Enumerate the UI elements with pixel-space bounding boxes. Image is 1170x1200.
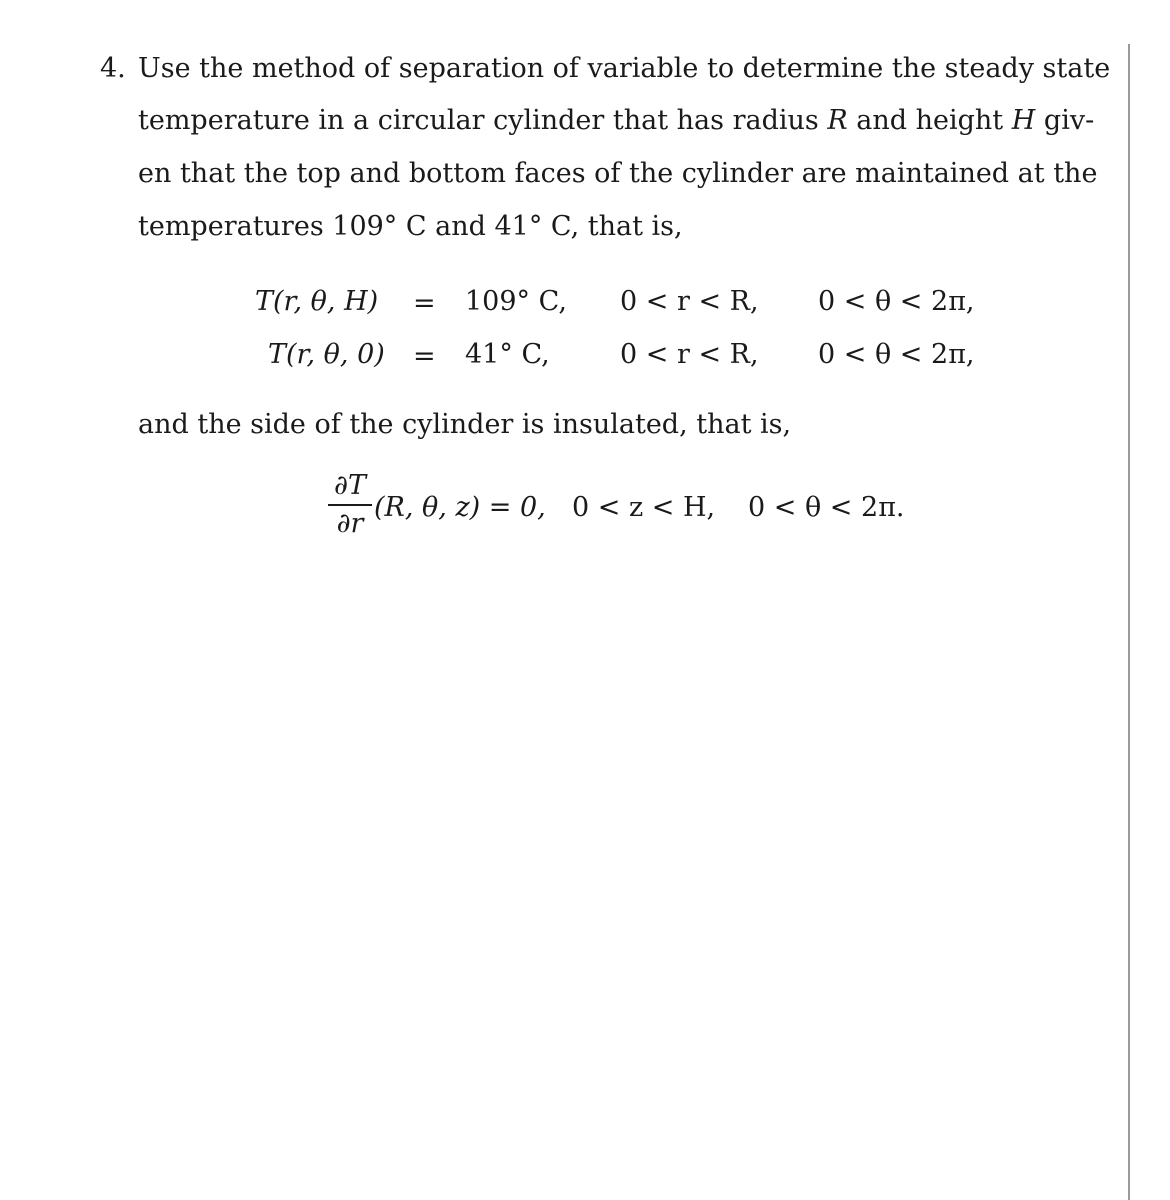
problem-text-line-3: en that the top and bottom faces of the cylinder are maintained at the — [138, 158, 1098, 189]
eq-top-lhs: T(r, θ, H) — [255, 286, 379, 317]
eq-bottom-equals: = — [413, 341, 436, 372]
eq-top-r-range: 0 < r < R, — [620, 286, 759, 317]
fraction-numerator: ∂T — [334, 470, 366, 501]
eq-bottom-lhs: T(r, θ, 0) — [268, 339, 385, 370]
partial-derivative-fraction — [328, 472, 372, 537]
eq-bottom-r-range: 0 < r < R, — [620, 339, 759, 370]
eq-top-theta-range: 0 < θ < 2π, — [818, 286, 975, 317]
height-symbol: H — [1011, 105, 1036, 136]
problem-text-line-1: Use the method of separation of variable to determine the steady state — [138, 53, 1111, 84]
line-2-text-b: and height — [856, 105, 1004, 136]
eq-side-z-range: 0 < z < H, — [572, 492, 716, 523]
eq-top-value: 109° C, — [465, 286, 567, 317]
fraction-bar — [328, 504, 372, 506]
problem-text-line-2 — [138, 105, 1095, 136]
eq-bottom-value: 41° C, — [465, 339, 550, 370]
radius-symbol: R — [827, 105, 848, 136]
eq-side-theta-range: 0 < θ < 2π. — [748, 492, 905, 523]
page-margin-rule — [1128, 44, 1130, 1200]
eq-bottom-theta-range: 0 < θ < 2π, — [818, 339, 975, 370]
line-2-text-c: giv- — [1043, 105, 1095, 136]
problem-text-line-4: temperatures 109° C and 41° C, that is, — [138, 211, 683, 242]
eq-top-equals: = — [413, 288, 436, 319]
eq-side-args: (R, θ, z) = 0, — [374, 492, 546, 523]
problem-number: 4. — [100, 53, 126, 84]
line-2-text-a: temperature in a circular cylinder that has radius — [138, 105, 819, 136]
problem-text-line-5: and the side of the cylinder is insulated, that is, — [138, 409, 792, 440]
fraction-denominator: ∂r — [336, 507, 364, 539]
